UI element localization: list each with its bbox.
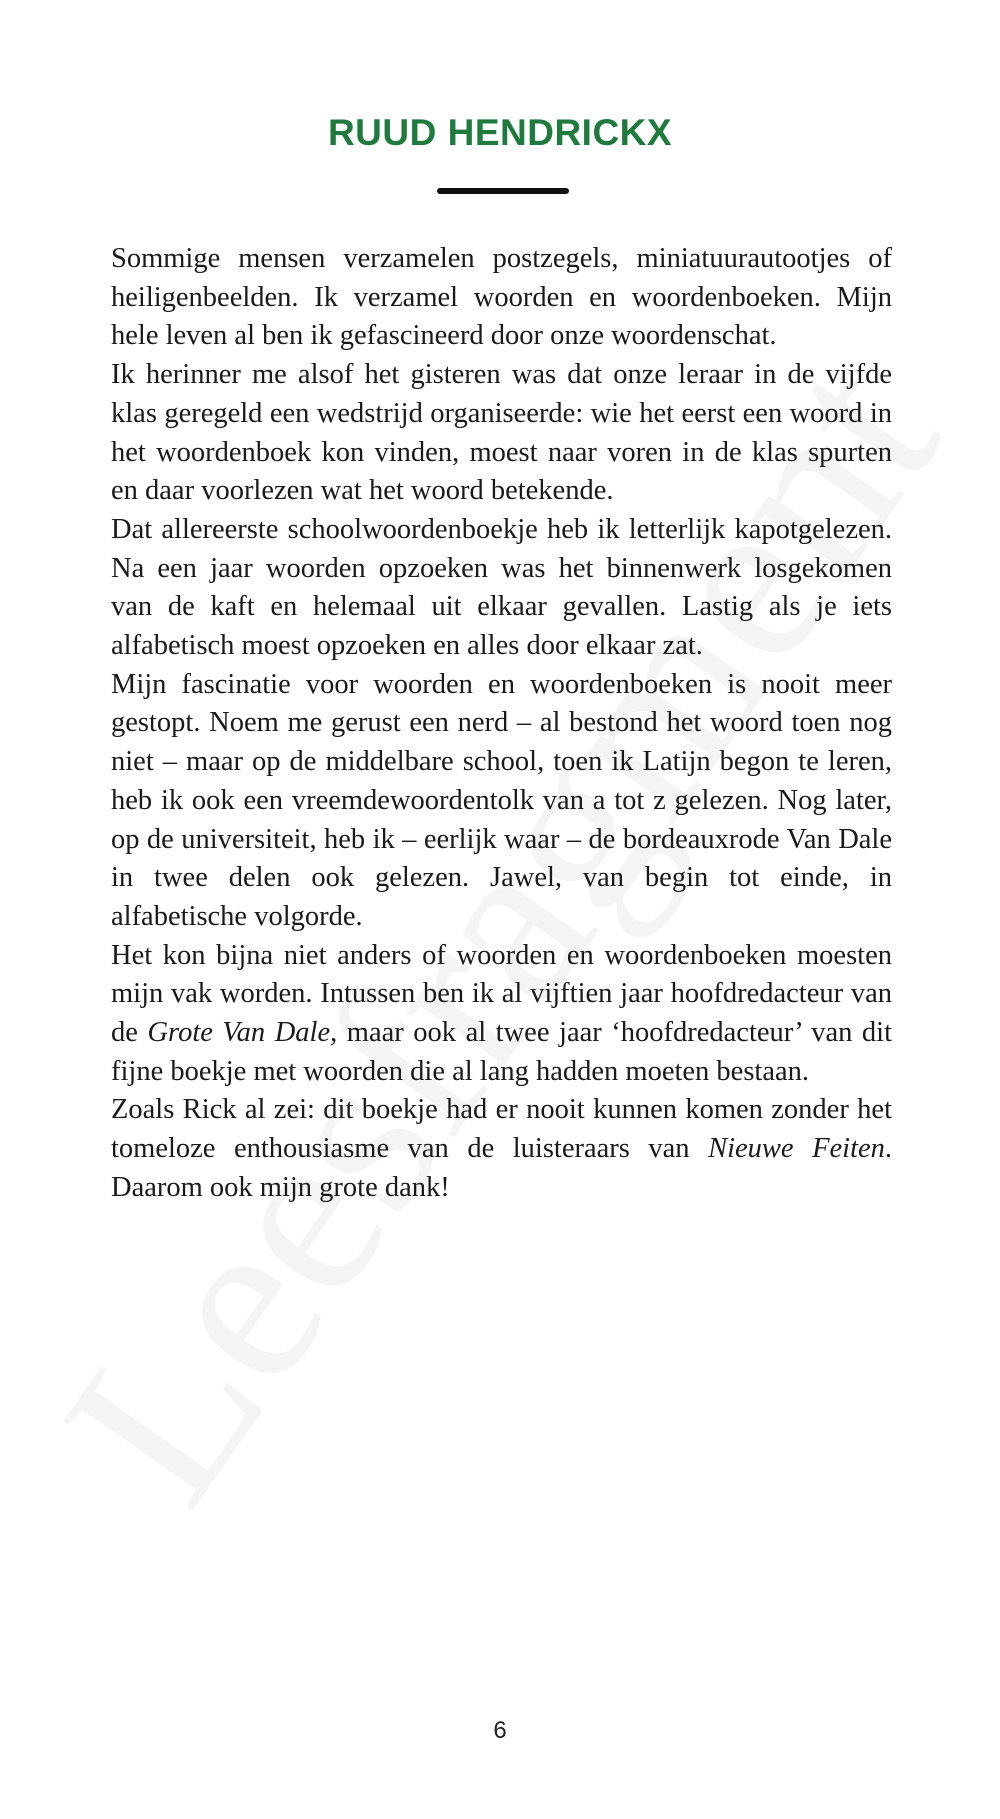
paragraph: Dat allereerste schoolwoordenboekje heb ik letterlijk kapotgelezen. Na een jaar woorden opzoeken was het binnenwerk losgekomen van de kaft en helemaal uit elkaar gevallen. Lastig als je iets alfabetisch moest opzoeken en alles door elkaar zat.	[111, 513, 892, 662]
page-number: 6	[493, 1717, 507, 1744]
podcast-title: Nieuwe Feiten	[708, 1133, 885, 1165]
book-title: Grote Van Dale	[147, 1017, 331, 1049]
heading-underline	[437, 188, 569, 194]
paragraph-text: Het kon bijna niet anders of woorden en woordenboeken moesten mijn vak worden. Intussen ben ik al vijftien jaar hoofdredacteur van de	[111, 939, 892, 1049]
paragraph: Mijn fascinatie voor woorden en woordenboeken is nooit meer gestopt. Noem me gerust een nerd – al bestond het woord toen nog niet – maar op de middelbare school, toen ik Latijn begon te leren, heb ik ook een vreemdewoordentolk van a tot z gelezen. Nog later, op de universiteit, heb ik – eerlijk waar – de bordeauxrode Van Dale in twee delen ook gelezen. Jawel, van begin tot einde, in alfabetische volgorde.	[111, 668, 892, 932]
paragraph-text: . Daarom ook mijn grote dank!	[111, 1133, 893, 1203]
author-heading: RUUD HENDRICKX	[327, 112, 673, 153]
paragraph-text: , maar ook al twee jaar ‘hoofdredacteur’ van dit fijne boekje met woorden die al lang hadden moeten bestaan.	[111, 1017, 893, 1087]
paragraph	[111, 1091, 892, 1207]
paragraph: Ik herinner me alsof het gisteren was dat onze leraar in de vijfde klas geregeld een wedstrijd organiseerde: wie het eerst een woord in het woordenboek kon vinden, moest naar voren in de klas spurten en daar voorlezen wat het woord betekende.	[111, 359, 892, 507]
paragraph	[111, 937, 892, 1092]
paragraph: Sommige mensen verzamelen postzegels, miniatuurautootjes of heiligenbeelden. Ik verzamel woorden en woordenboeken. Mijn hele leven al ben ik gefascineerd door onze woordenschat.	[111, 243, 892, 352]
paragraph-text: Zoals Rick al zei: dit boekje had er nooit kunnen komen zonder het tomeloze enthousiasme van de luisteraars van	[111, 1094, 892, 1165]
body-text	[111, 240, 892, 1208]
